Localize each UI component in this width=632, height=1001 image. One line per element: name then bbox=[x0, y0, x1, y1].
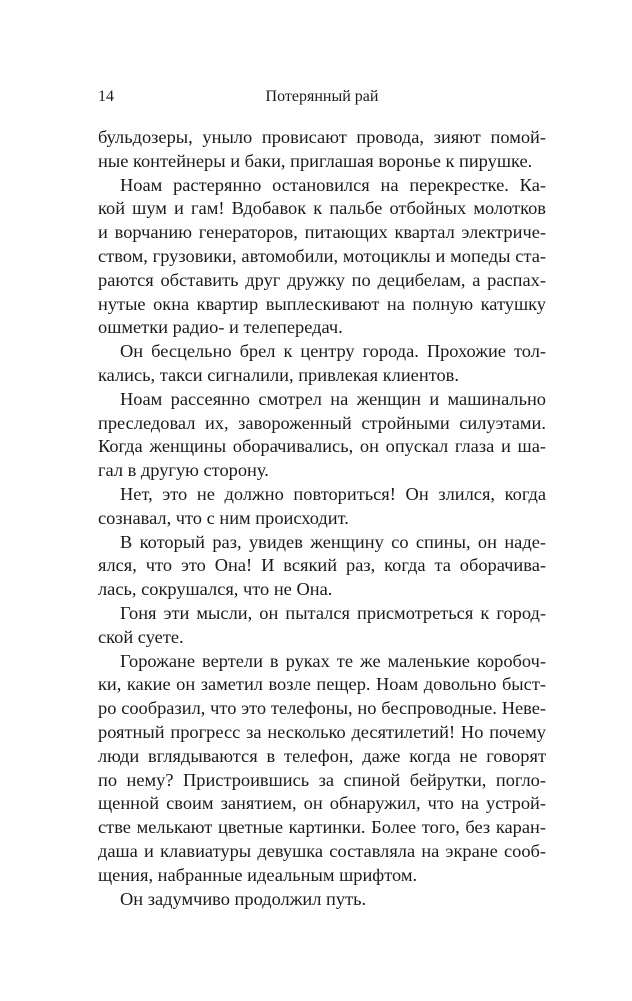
paragraph bbox=[98, 483, 546, 531]
book-title: Потерянный рай bbox=[265, 88, 379, 105]
text-line: Он задумчиво продолжил путь. bbox=[120, 888, 367, 909]
paragraph bbox=[98, 340, 546, 388]
text-line: лась, сокрушался, что не Она. bbox=[98, 579, 333, 600]
running-head bbox=[98, 88, 546, 110]
text-line: Горожане вертели в руках те же маленькие коробоч- bbox=[120, 650, 546, 671]
text-line: нутые окна квартир выплескивают на полную катушку bbox=[98, 293, 546, 314]
text-line: и ворчанию генераторов, питающих квартал электриче- bbox=[98, 222, 546, 243]
text-line: стве мелькают цветные картинки. Более того, без каран- bbox=[98, 817, 546, 838]
text-line: по нему? Пристроившись за спиной бейрутки, погло- bbox=[98, 769, 546, 790]
text-line: В который раз, увидев женщину со спины, он наде- bbox=[120, 531, 546, 552]
text-line: кой шум и гам! Вдобавок к пальбе отбойных молотков bbox=[98, 198, 546, 219]
text-line: Когда женщины оборачивались, он опускал глаза и ша- bbox=[98, 436, 546, 457]
text-line: раются обставить друг дружку по децибелам, а распах- bbox=[98, 269, 546, 290]
text-line: Ноам растерянно остановился на перекрестке. Ка- bbox=[120, 174, 546, 195]
text-line: Ноам рассеянно смотрел на женщин и машинально bbox=[120, 388, 546, 409]
paragraph bbox=[98, 531, 546, 602]
paragraph bbox=[98, 126, 546, 174]
text-line: ялся, что это Она! И всякий раз, когда та оборачива- bbox=[98, 555, 546, 576]
text-line: преследовал их, завороженный стройными силуэтами. bbox=[98, 412, 546, 433]
paragraph bbox=[98, 388, 546, 483]
text-line: роятный прогресс за несколько десятилетий! Но почему bbox=[98, 721, 546, 742]
text-line: Он бесцельно брел к центру города. Прохожие тол- bbox=[120, 341, 546, 362]
text-line: Гоня эти мысли, он пытался присмотреться к город- bbox=[120, 602, 546, 623]
text-line: ской суете. bbox=[98, 626, 184, 647]
paragraph bbox=[98, 650, 546, 888]
text-line: сознавал, что с ним происходит. bbox=[98, 507, 349, 528]
body-text bbox=[98, 126, 546, 911]
paragraph bbox=[98, 888, 546, 912]
text-line: Нет, это не должно повториться! Он злился, когда bbox=[120, 483, 546, 504]
paragraph bbox=[98, 174, 546, 341]
text-line: бульдозеры, уныло провисают провода, зияют помой- bbox=[98, 127, 546, 147]
text-line: ные контейнеры и баки, приглашая воронье к пирушке. bbox=[98, 150, 533, 171]
page-number: 14 bbox=[98, 88, 114, 105]
text-line: щенной своим занятием, он обнаружил, что на устрой- bbox=[98, 793, 546, 814]
text-line: ро сообразил, что это телефоны, но беспроводные. Неве- bbox=[98, 698, 546, 719]
text-line: щения, набранные идеальным шрифтом. bbox=[98, 864, 418, 885]
text-line: ки, какие он заметил возле пещер. Ноам довольно быст- bbox=[98, 674, 546, 695]
paragraph bbox=[98, 602, 546, 650]
text-line: ошметки радио- и телепередач. bbox=[98, 317, 343, 338]
text-line: гал в другую сторону. bbox=[98, 460, 269, 481]
text-line: даша и клавиатуры девушка составляла на экране сооб- bbox=[98, 840, 546, 861]
text-line: люди вглядываются в телефон, даже когда не говорят bbox=[98, 745, 546, 766]
text-line: ством, грузовики, автомобили, мотоциклы и мопеды ста- bbox=[98, 245, 546, 266]
text-line: кались, такси сигналили, привлекая клиентов. bbox=[98, 364, 459, 385]
